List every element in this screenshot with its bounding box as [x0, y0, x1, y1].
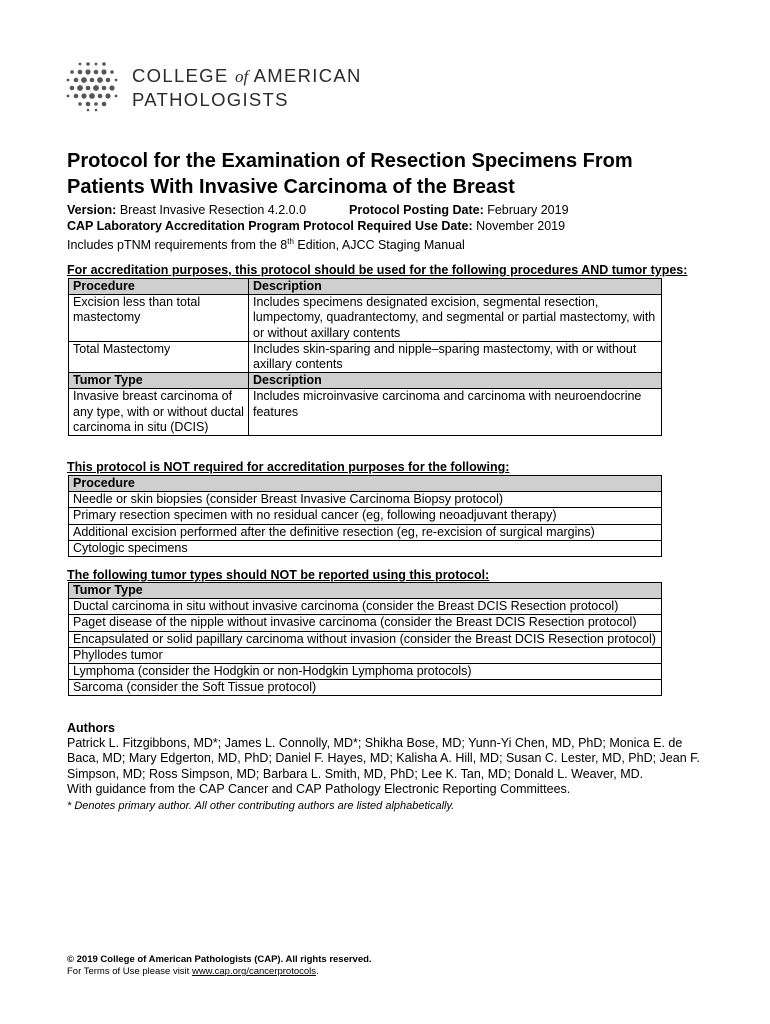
footer [67, 954, 372, 978]
table-row [69, 389, 662, 436]
protocol-meta [67, 203, 747, 254]
not-reported-table [68, 582, 662, 696]
list-item: Needle or skin biopsies (consider Breast Invasive Carcinoma Biopsy protocol) [69, 492, 662, 508]
list-item: Primary resection specimen with no residual cancer (eg, following neoadjuvant therapy) [69, 508, 662, 524]
table-row [69, 631, 662, 647]
dot-grid-logo-icon [66, 60, 124, 112]
not-required-table [68, 475, 662, 557]
col-tumor-type: Tumor Type [69, 373, 249, 389]
posting-date-value: February 2019 [487, 203, 569, 217]
accreditation-heading: For accreditation purposes, this protocol should be used for the following procedures AND tumor types: [67, 263, 688, 277]
col-description: Description [249, 279, 662, 295]
cap-logo [66, 58, 386, 112]
version-value: Breast Invasive Resection 4.2.0.0 [119, 203, 307, 217]
list-item: Ductal carcinoma in situ without invasive carcinoma (consider the Breast DCIS Resection protocol) [69, 599, 662, 615]
col-procedure: Procedure [69, 279, 249, 295]
table-header-row [69, 373, 662, 389]
list-item: Sarcoma (consider the Soft Tissue protocol) [69, 680, 662, 696]
tumor-desc: Includes microinvasive carcinoma and carcinoma with neuroendocrine features [249, 389, 662, 436]
list-item: Encapsulated or solid papillary carcinoma without invasion (consider the Breast DCIS Resection protocol) [69, 631, 662, 647]
authors-section [67, 721, 703, 814]
table-row [69, 647, 662, 663]
list-item: Phyllodes tumor [69, 647, 662, 663]
table-row [69, 508, 662, 524]
terms-of-use: For Terms of Use please visit www.cap.org/cancerprotocols. [67, 966, 319, 977]
procedure-name: Total Mastectomy [69, 341, 249, 372]
required-use-label: CAP Laboratory Accreditation Program Protocol Required Use Date: [67, 218, 473, 233]
list-item: Lymphoma (consider the Hodgkin or non-Hodgkin Lymphoma protocols) [69, 664, 662, 680]
table-row [69, 492, 662, 508]
tumor-name: Invasive breast carcinoma of any type, with or without ductal carcinoma in situ (DCIS) [69, 389, 249, 436]
accreditation-table [68, 278, 662, 436]
table-row [69, 615, 662, 631]
not-reported-heading: The following tumor types should NOT be reported using this protocol: [67, 568, 490, 582]
table-row [69, 341, 662, 372]
col-procedure: Procedure [69, 476, 662, 492]
authors-guidance: With guidance from the CAP Cancer and CAP Pathology Electronic Reporting Committees. [67, 781, 571, 796]
table-header-row [69, 476, 662, 492]
required-use-value: November 2019 [476, 218, 566, 233]
table-row [69, 524, 662, 540]
logo-line1-of: of [234, 67, 249, 86]
terms-link[interactable]: www.cap.org/cancerprotocols [191, 966, 317, 977]
logo-line1-b: AMERICAN [253, 65, 362, 86]
logo-line1-a: COLLEGE [132, 65, 229, 86]
table-row [69, 599, 662, 615]
posting-date-label: Protocol Posting Date: [349, 203, 484, 217]
procedure-desc: Includes skin-sparing and nipple–sparing mastectomy, with or without axillary contents [249, 341, 662, 372]
ptnm-note: Includes pTNM requirements from the 8th Edition, AJCC Staging Manual [67, 237, 465, 253]
list-item: Cytologic specimens [69, 540, 662, 556]
authors-heading: Authors [67, 721, 115, 735]
version-label: Version: [67, 203, 117, 217]
list-item: Additional excision performed after the definitive resection (eg, re-excision of surgical margins) [69, 524, 662, 540]
authors-note: * Denotes primary author. All other contributing authors are listed alphabetically. [67, 800, 455, 813]
table-row [69, 540, 662, 556]
table-row [69, 295, 662, 342]
table-header-row [69, 279, 662, 295]
not-required-heading: This protocol is NOT required for accreditation purposes for the following: [67, 460, 510, 474]
copyright: © 2019 College of American Pathologists (CAP). All rights reserved. [67, 954, 372, 965]
logo-text [132, 64, 362, 111]
authors-list: Patrick L. Fitzgibbons, MD*; James L. Connolly, MD*; Shikha Bose, MD; Yunn-Yi Chen, MD, PhD; Monica E. de Baca, MD; Mary Edgerton, MD, PhD; Daniel F. Hayes, MD; Kalisha A. Hill, MD; Susan C. Lester, MD, PhD; Jean F. Simpson, MD; Ross Simpson, MD; Barbara L. Smith, MD, PhD; Lee K. Tan, MD; Donald L. Weaver, MD. [67, 736, 700, 781]
procedure-desc: Includes specimens designated excision, segmental resection, lumpectomy, quadrantectomy, and segmental or partial mastectomy, with or without axillary contents [249, 295, 662, 342]
table-header-row [69, 583, 662, 599]
document-title: Protocol for the Examination of Resection Specimens From Patients With Invasive Carcinoma of the Breast [67, 150, 633, 198]
col-description: Description [249, 373, 662, 389]
table-row [69, 664, 662, 680]
logo-line2: PATHOLOGISTS [132, 89, 289, 110]
table-row [69, 680, 662, 696]
col-tumor-type: Tumor Type [69, 583, 662, 599]
list-item: Paget disease of the nipple without invasive carcinoma (consider the Breast DCIS Resection protocol) [69, 615, 662, 631]
procedure-name: Excision less than total mastectomy [69, 295, 249, 342]
